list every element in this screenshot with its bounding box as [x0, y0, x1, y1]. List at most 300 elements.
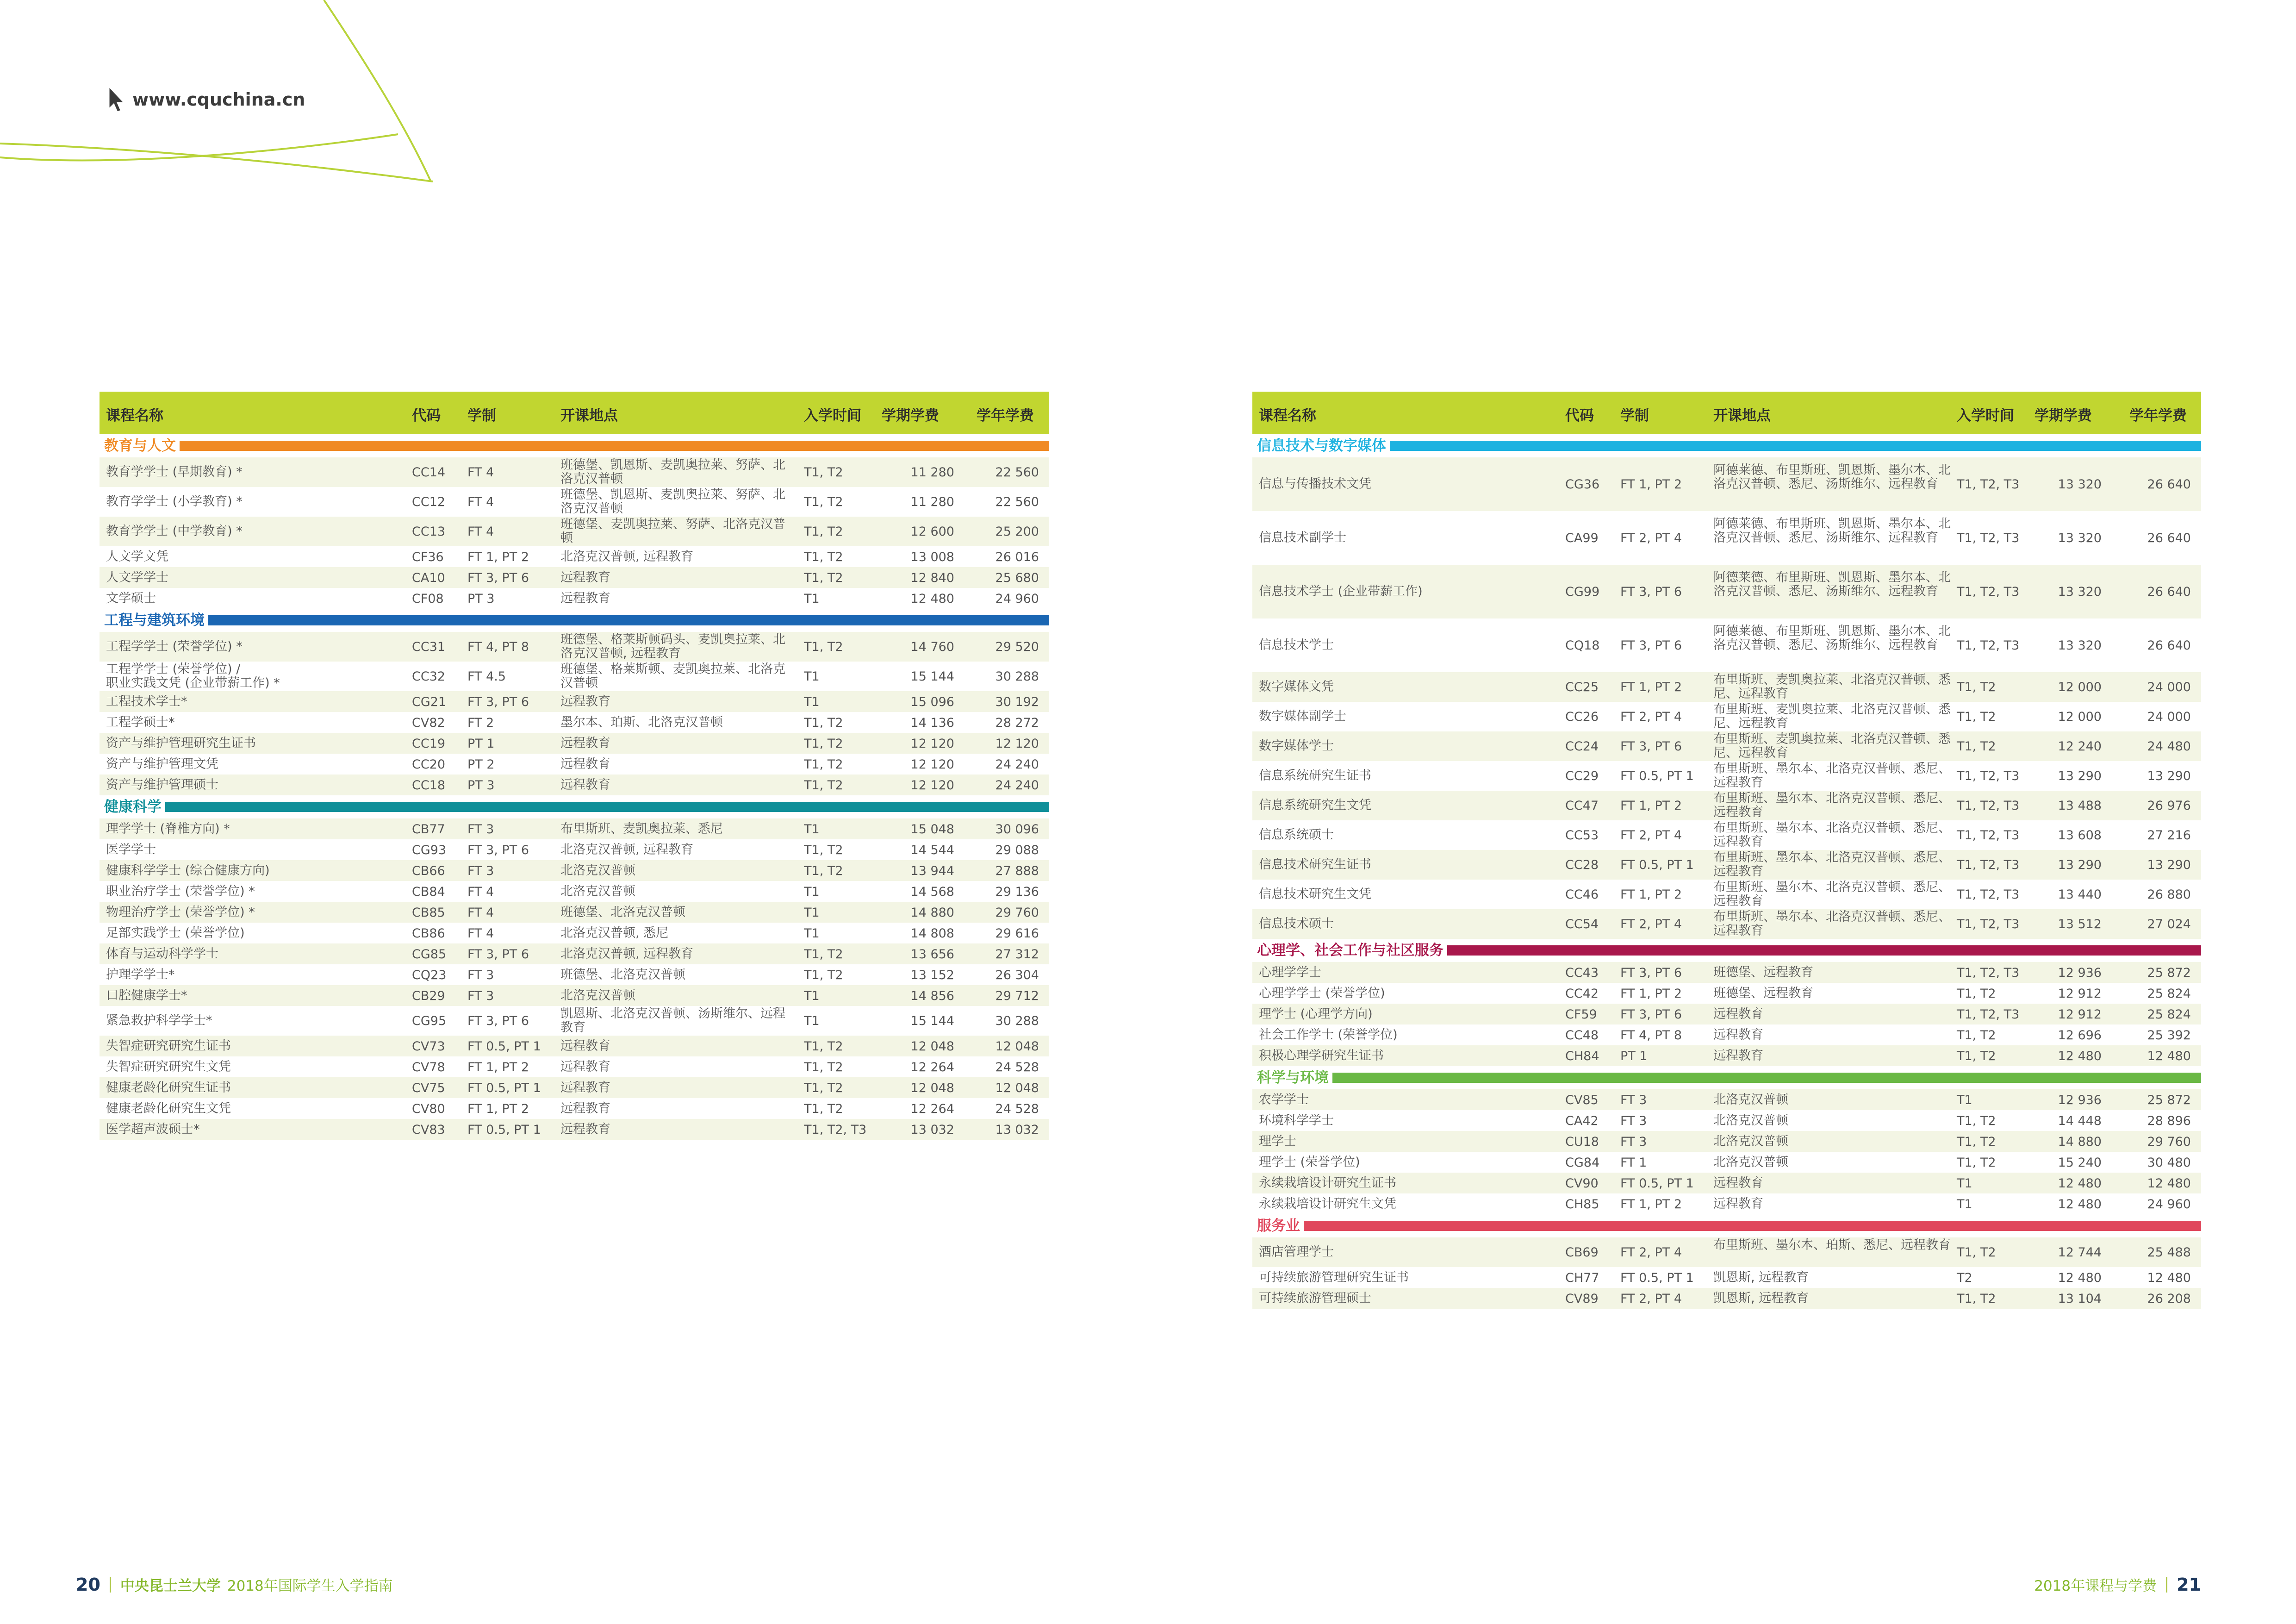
cell-term: T1, T2 — [804, 495, 843, 509]
cell-name: 失智症研究研究生证书 — [106, 1038, 231, 1053]
cell-sem: 15 096 — [910, 694, 954, 709]
cell-code: CC48 — [1565, 1028, 1599, 1043]
cell-year: 29 712 — [995, 988, 1039, 1003]
cell-term: T1, T2 — [1957, 986, 1996, 1001]
cell-name: 理学士 (心理学方向) — [1259, 1006, 1373, 1021]
cell-loc: 布里斯班、墨尔本、北洛克汉普顿、悉尼、远程教育 — [1713, 880, 1951, 908]
cell-year: 27 024 — [2147, 917, 2191, 931]
cell-sem: 13 440 — [2058, 887, 2102, 902]
cell-code: CH85 — [1565, 1197, 1599, 1212]
cell-loc: 北洛克汉普顿, 远程教育 — [560, 842, 694, 857]
cell-name: 健康老龄化研究生文凭 — [106, 1101, 231, 1116]
table-row — [1252, 1237, 2201, 1267]
cell-year: 24 528 — [995, 1101, 1039, 1116]
cell-mode: FT 0.5, PT 1 — [1620, 858, 1694, 872]
cell-year: 25 872 — [2147, 965, 2191, 980]
cell-loc: 阿德莱德、布里斯班、凯恩斯、墨尔本、北洛克汉普顿、悉尼、汤斯维尔、远程教育 — [1713, 517, 1951, 545]
column-header: 学期学费 — [2035, 407, 2092, 424]
section-title: 教育与人文 — [100, 436, 180, 456]
cell-name: 工程技术学士* — [106, 694, 187, 709]
cell-mode: PT 3 — [467, 591, 495, 606]
table-header — [1252, 392, 2201, 434]
column-header: 学年学费 — [977, 407, 1034, 424]
cell-sem: 14 856 — [910, 988, 954, 1003]
cell-name: 教育学学士 (小学教育) * — [106, 494, 243, 509]
footer-divider — [110, 1577, 111, 1593]
cell-year: 25 200 — [995, 525, 1039, 539]
cell-year: 25 824 — [2147, 986, 2191, 1001]
cell-loc: 布里斯班、墨尔本、北洛克汉普顿、悉尼、远程教育 — [1713, 762, 1951, 790]
cell-name: 数字媒体学士 — [1259, 739, 1334, 753]
cell-term: T1, T2 — [804, 1081, 843, 1095]
cell-mode: FT 3, PT 6 — [1620, 965, 1682, 980]
cell-name: 信息技术学士 (企业带薪工作) — [1259, 584, 1423, 599]
cell-mode: FT 4 — [467, 884, 494, 899]
cell-loc: 远程教育 — [560, 694, 610, 709]
section-bar — [1390, 441, 2201, 451]
cell-sem: 14 136 — [910, 715, 954, 730]
cell-term: T1, T2 — [804, 525, 843, 539]
footer-left — [76, 1574, 393, 1595]
url-text: www.cquchina.cn — [132, 89, 305, 110]
cell-loc: 凯恩斯, 远程教育 — [1713, 1291, 1809, 1305]
cell-sem: 11 280 — [910, 495, 954, 509]
cell-sem: 12 120 — [910, 736, 954, 751]
cell-name: 教育学学士 (早期教育) * — [106, 465, 243, 479]
cell-term: T1, T2 — [804, 1060, 843, 1074]
cell-name: 工程学硕士* — [106, 715, 175, 730]
cell-term: T1 — [804, 905, 820, 920]
section-bar — [1447, 945, 2201, 956]
cell-mode: FT 1, PT 2 — [467, 1060, 529, 1074]
table-row — [100, 775, 1049, 795]
cell-name: 文学硕士 — [106, 591, 156, 606]
cell-term: T1, T2, T3 — [1957, 799, 2020, 813]
cell-term: T1, T2 — [804, 968, 843, 982]
section-bar — [1332, 1073, 2201, 1083]
table-row — [100, 860, 1049, 881]
cell-year: 12 048 — [995, 1039, 1039, 1054]
cell-loc: 远程教育 — [560, 756, 610, 771]
cell-loc: 远程教育 — [560, 591, 610, 606]
cell-sem: 12 120 — [910, 778, 954, 793]
cell-sem: 12 480 — [2058, 1270, 2102, 1285]
cell-name: 人文学学士 — [106, 570, 168, 585]
cell-term: T1, T2 — [1957, 739, 1996, 754]
cell-year: 13 290 — [2147, 858, 2191, 872]
cell-mode: FT 4, PT 8 — [467, 640, 529, 654]
cell-term: T1, T2, T3 — [1957, 965, 2020, 980]
cell-mode: FT 2, PT 4 — [1620, 1291, 1682, 1306]
cell-code: CF36 — [412, 550, 444, 564]
cell-sem: 15 144 — [910, 669, 954, 684]
cell-sem: 14 880 — [910, 905, 954, 920]
table-row — [100, 1036, 1049, 1056]
cell-year: 26 976 — [2147, 799, 2191, 813]
cell-year: 22 560 — [995, 495, 1039, 509]
cell-name: 心理学学士 (荣誉学位) — [1259, 986, 1385, 1000]
cell-name: 理学士 (荣誉学位) — [1259, 1155, 1360, 1169]
cell-loc: 班德堡、远程教育 — [1713, 965, 1813, 980]
section-header — [1252, 1066, 2201, 1089]
cell-year: 25 824 — [2147, 1007, 2191, 1022]
table-row — [100, 632, 1049, 662]
cell-year: 22 560 — [995, 465, 1039, 480]
cell-sem: 11 280 — [910, 465, 954, 480]
column-header: 学期学费 — [882, 407, 939, 424]
cell-mode: FT 1, PT 2 — [1620, 680, 1682, 694]
cell-mode: FT 4, PT 8 — [1620, 1028, 1682, 1043]
cell-mode: FT 3 — [1620, 1134, 1647, 1149]
cell-term: T1, T2 — [1957, 1291, 1996, 1306]
section-bar — [1304, 1221, 2201, 1231]
cell-mode: FT 3, PT 6 — [1620, 1007, 1682, 1022]
cell-name: 物理治疗学士 (荣誉学位) * — [106, 905, 255, 919]
cell-sem: 12 264 — [910, 1101, 954, 1116]
page-number-left: 20 — [76, 1574, 100, 1595]
cell-term: T1, T2, T3 — [1957, 477, 2020, 492]
cell-code: CC14 — [412, 465, 446, 480]
section-bar — [165, 802, 1049, 812]
cell-mode: FT 2 — [467, 715, 494, 730]
cell-mode: FT 4 — [467, 465, 494, 480]
cell-code: CC24 — [1565, 739, 1599, 754]
table-row — [100, 818, 1049, 839]
cell-code: CQ23 — [412, 968, 447, 982]
table-row — [100, 1006, 1049, 1036]
cell-sem: 12 000 — [2058, 710, 2102, 724]
cell-term: T1, T2, T3 — [1957, 531, 2020, 545]
cell-loc: 墨尔本、珀斯、北洛克汉普顿 — [560, 715, 723, 730]
cell-mode: PT 1 — [467, 736, 495, 751]
table-row — [1252, 731, 2201, 761]
table-row — [1252, 1004, 2201, 1024]
cell-code: CV90 — [1565, 1176, 1599, 1191]
cell-code: CC19 — [412, 736, 446, 751]
section-title: 心理学、社会工作与社区服务 — [1252, 940, 1447, 961]
cell-code: CC20 — [412, 757, 446, 772]
cell-mode: PT 1 — [1620, 1049, 1648, 1063]
cell-mode: FT 1, PT 2 — [1620, 986, 1682, 1001]
cell-loc: 远程教育 — [1713, 1027, 1763, 1042]
cell-mode: FT 3, PT 6 — [1620, 585, 1682, 599]
cell-term: T1 — [804, 988, 820, 1003]
cell-name: 信息技术硕士 — [1259, 917, 1334, 931]
cell-loc: 布里斯班、墨尔本、北洛克汉普顿、悉尼、远程教育 — [1713, 910, 1951, 938]
table-row — [1252, 1173, 2201, 1193]
cell-loc: 班德堡、北洛克汉普顿 — [560, 905, 685, 919]
table-row — [1252, 672, 2201, 702]
cell-name: 资产与维护管理硕士 — [106, 777, 218, 792]
cell-loc: 布里斯班、麦凯奥拉莱、北洛克汉普顿、悉尼、远程教育 — [1713, 732, 1951, 760]
cell-mode: FT 3 — [467, 863, 494, 878]
cell-term: T1 — [804, 1014, 820, 1028]
cell-year: 24 528 — [995, 1060, 1039, 1074]
cell-term: T1, T2, T3 — [804, 1122, 867, 1137]
cell-year: 26 208 — [2147, 1291, 2191, 1306]
cell-mode: FT 1 — [1620, 1155, 1647, 1170]
cell-name: 信息系统研究生证书 — [1259, 768, 1371, 783]
cell-sem: 12 840 — [910, 570, 954, 585]
cell-term: T2 — [1957, 1270, 1972, 1285]
cell-year: 26 304 — [995, 968, 1039, 982]
cell-name: 理学学士 (脊椎方向) * — [106, 821, 230, 836]
section-bar — [180, 441, 1049, 451]
cell-name: 足部实践学士 (荣誉学位) — [106, 925, 245, 940]
cell-sem: 14 760 — [910, 640, 954, 654]
cell-sem: 13 152 — [910, 968, 954, 982]
table-row — [100, 567, 1049, 588]
cell-year: 27 888 — [995, 863, 1039, 878]
cell-sem: 14 568 — [910, 884, 954, 899]
cell-term: T1, T2 — [804, 736, 843, 751]
cell-sem: 12 048 — [910, 1081, 954, 1095]
cell-code: CC42 — [1565, 986, 1599, 1001]
cell-code: CB29 — [412, 988, 445, 1003]
cell-sem: 13 512 — [2058, 917, 2102, 931]
cell-mode: FT 2, PT 4 — [1620, 531, 1682, 545]
cell-term: T1 — [804, 591, 820, 606]
cell-year: 27 216 — [2147, 828, 2191, 843]
table-row — [100, 733, 1049, 754]
cell-mode: FT 3, PT 6 — [1620, 739, 1682, 754]
cell-name: 职业治疗学士 (荣誉学位) * — [106, 884, 255, 899]
cell-term: T1, T2, T3 — [1957, 917, 2020, 931]
cell-name: 失智症研究研究生文凭 — [106, 1059, 231, 1074]
cell-loc: 班德堡、格莱斯顿、麦凯奥拉莱、北洛克汉普顿 — [560, 662, 785, 690]
cell-code: CG99 — [1565, 585, 1600, 599]
cell-loc: 远程教育 — [560, 777, 610, 792]
cell-year: 25 872 — [2147, 1093, 2191, 1107]
table-row — [100, 487, 1049, 517]
cell-code: CC13 — [412, 525, 446, 539]
cell-term: T1 — [804, 822, 820, 837]
cell-mode: FT 2, PT 4 — [1620, 710, 1682, 724]
course-table-right — [1252, 392, 2201, 1309]
table-row — [1252, 1131, 2201, 1152]
website-url[interactable] — [107, 86, 305, 113]
table-row — [1252, 1288, 2201, 1309]
cell-name: 信息系统研究生文凭 — [1259, 798, 1371, 812]
cell-name: 可持续旅游管理硕士 — [1259, 1291, 1371, 1305]
cell-code: CC53 — [1565, 828, 1599, 843]
cell-loc: 班德堡、远程教育 — [1713, 986, 1813, 1000]
table-row — [100, 712, 1049, 733]
cell-term: T1, T2 — [804, 1101, 843, 1116]
cell-name: 信息系统硕士 — [1259, 828, 1334, 842]
cell-code: CC46 — [1565, 887, 1599, 902]
cell-loc: 远程教育 — [560, 1038, 610, 1053]
cell-loc: 北洛克汉普顿 — [1713, 1092, 1788, 1107]
cell-code: CB85 — [412, 905, 445, 920]
cell-name: 健康老龄化研究生证书 — [106, 1080, 231, 1095]
cell-name: 口腔健康学士* — [106, 988, 187, 1003]
table-row — [100, 457, 1049, 487]
table-row — [1252, 702, 2201, 731]
cell-term: T1, T2, T3 — [1957, 638, 2020, 653]
table-row — [1252, 1110, 2201, 1131]
cell-year: 30 480 — [2147, 1155, 2191, 1170]
table-row — [1252, 962, 2201, 983]
cell-code: CG84 — [1565, 1155, 1600, 1170]
cell-year: 24 960 — [2147, 1197, 2191, 1212]
column-header: 课程名称 — [1259, 407, 1316, 424]
cell-code: CA99 — [1565, 531, 1599, 545]
cell-sem: 13 488 — [2058, 799, 2102, 813]
cell-year: 30 288 — [995, 1014, 1039, 1028]
cell-term: T1, T2 — [1957, 1113, 1996, 1128]
cell-code: CC26 — [1565, 710, 1599, 724]
table-row — [100, 662, 1049, 691]
section-header — [100, 609, 1049, 632]
cell-name: 数字媒体文凭 — [1259, 680, 1334, 694]
cell-loc: 远程教育 — [560, 1101, 610, 1116]
cell-mode: FT 3, PT 6 — [467, 1014, 529, 1028]
cell-mode: FT 4 — [467, 905, 494, 920]
cell-mode: FT 1, PT 2 — [467, 550, 529, 564]
cell-loc: 北洛克汉普顿, 远程教育 — [560, 946, 694, 961]
cell-term: T1, T2, T3 — [1957, 585, 2020, 599]
cell-mode: PT 3 — [467, 778, 495, 793]
cell-year: 29 520 — [995, 640, 1039, 654]
cell-year: 29 136 — [995, 884, 1039, 899]
page-number-right: 21 — [2177, 1574, 2201, 1595]
cell-term: T1 — [804, 926, 820, 941]
table-row — [1252, 1024, 2201, 1045]
cell-mode: FT 0.5, PT 1 — [1620, 1176, 1694, 1191]
cell-code: CV89 — [1565, 1291, 1599, 1306]
cell-mode: FT 2, PT 4 — [1620, 917, 1682, 931]
cell-name: 医学学士 — [106, 842, 156, 857]
footer-left-text: 2018年国际学生入学指南 — [227, 1578, 393, 1594]
cell-year: 24 480 — [2147, 739, 2191, 754]
table-row — [100, 902, 1049, 923]
cell-year: 29 088 — [995, 843, 1039, 857]
cell-loc: 远程教育 — [1713, 1006, 1763, 1021]
table-row — [100, 1098, 1049, 1119]
column-header: 代码 — [1565, 407, 1594, 424]
cell-sem: 12 696 — [2058, 1028, 2102, 1043]
cell-name: 信息技术学士 — [1259, 638, 1334, 652]
cell-code: CC12 — [412, 495, 446, 509]
cell-sem: 15 048 — [910, 822, 954, 837]
column-header: 学制 — [467, 407, 496, 424]
cell-name: 积极心理学研究生证书 — [1259, 1048, 1384, 1063]
cell-mode: FT 1, PT 2 — [1620, 477, 1682, 492]
cell-mode: FT 0.5, PT 1 — [467, 1081, 541, 1095]
cell-loc: 班德堡、北洛克汉普顿 — [560, 967, 685, 982]
cell-name: 酒店管理学士 — [1259, 1245, 1334, 1259]
table-row — [100, 546, 1049, 567]
cell-sem: 14 880 — [2058, 1134, 2102, 1149]
cell-name: 体育与运动科学学士 — [106, 946, 218, 961]
cell-loc: 布里斯班、墨尔本、北洛克汉普顿、悉尼、远程教育 — [1713, 791, 1951, 819]
table-row — [1252, 618, 2201, 672]
cell-year: 26 640 — [2147, 531, 2191, 545]
table-row — [1252, 457, 2201, 511]
cell-name: 健康科学学士 (综合健康方向) — [106, 863, 270, 878]
cell-mode: FT 3, PT 6 — [467, 947, 529, 962]
cell-sem: 13 608 — [2058, 828, 2102, 843]
cell-term: T1, T2 — [1957, 1028, 1996, 1043]
cell-term: T1, T2 — [1957, 1155, 1996, 1170]
cell-code: CV85 — [1565, 1093, 1599, 1107]
cell-sem: 13 290 — [2058, 769, 2102, 783]
cell-mode: FT 1, PT 2 — [1620, 1197, 1682, 1212]
cell-sem: 13 944 — [910, 863, 954, 878]
cell-year: 29 616 — [995, 926, 1039, 941]
table-row — [100, 517, 1049, 546]
cell-code: CC29 — [1565, 769, 1599, 783]
section-title: 健康科学 — [100, 797, 165, 817]
cell-year: 24 000 — [2147, 680, 2191, 694]
cell-sem: 13 656 — [910, 947, 954, 962]
cell-mode: FT 1, PT 2 — [467, 1101, 529, 1116]
cell-code: CA42 — [1565, 1113, 1599, 1128]
cell-mode: FT 3 — [467, 968, 494, 982]
cell-name: 资产与维护管理文凭 — [106, 756, 218, 771]
cell-code: CV82 — [412, 715, 445, 730]
cell-mode: FT 2, PT 4 — [1620, 1245, 1682, 1260]
cell-sem: 15 240 — [2058, 1155, 2102, 1170]
cell-term: T1, T2 — [804, 947, 843, 962]
cell-name: 数字媒体副学士 — [1259, 709, 1346, 724]
cell-name: 农学学士 — [1259, 1092, 1309, 1107]
cell-term: T1, T2, T3 — [1957, 828, 2020, 843]
cell-year: 26 640 — [2147, 585, 2191, 599]
cell-loc: 北洛克汉普顿, 悉尼 — [560, 925, 669, 940]
cell-sem: 13 104 — [2058, 1291, 2102, 1306]
cell-year: 25 680 — [995, 570, 1039, 585]
section-title: 服务业 — [1252, 1216, 1304, 1236]
cell-mode: FT 2, PT 4 — [1620, 828, 1682, 843]
section-title: 工程与建筑环境 — [100, 610, 208, 631]
cell-code: CB77 — [412, 822, 445, 837]
column-header: 入学时间 — [1957, 407, 2014, 424]
cell-year: 13 290 — [2147, 769, 2191, 783]
cell-year: 12 480 — [2147, 1270, 2191, 1285]
cell-code: CV75 — [412, 1081, 445, 1095]
cell-name: 可持续旅游管理研究生证书 — [1259, 1270, 1409, 1285]
cell-sem: 12 912 — [2058, 1007, 2102, 1022]
table-row — [1252, 1152, 2201, 1173]
cell-name: 工程学学士 (荣誉学位) * — [106, 639, 243, 654]
cell-code: CG85 — [412, 947, 447, 962]
table-row — [100, 754, 1049, 775]
cell-name: 永续栽培设计研究生证书 — [1259, 1175, 1396, 1190]
cell-loc: 布里斯班、墨尔本、北洛克汉普顿、悉尼、远程教育 — [1713, 821, 1951, 849]
cell-code: CH84 — [1565, 1049, 1599, 1063]
table-row — [100, 923, 1049, 943]
section-header — [100, 434, 1049, 457]
cell-mode: FT 4.5 — [467, 669, 506, 684]
cell-loc: 远程教育 — [1713, 1175, 1763, 1190]
cell-loc: 布里斯班、墨尔本、珀斯、悉尼、远程教育 — [1713, 1238, 1951, 1252]
table-row — [100, 588, 1049, 609]
cell-mode: FT 0.5, PT 1 — [467, 1039, 541, 1054]
cell-loc: 北洛克汉普顿 — [1713, 1113, 1788, 1128]
column-header: 开课地点 — [1713, 407, 1771, 424]
cell-sem: 13 320 — [2058, 638, 2102, 653]
cell-code: CC47 — [1565, 799, 1599, 813]
cell-name: 信息与传播技术文凭 — [1259, 477, 1371, 491]
cell-sem: 12 120 — [910, 757, 954, 772]
table-row — [1252, 880, 2201, 909]
cell-term: T1, T2 — [1957, 1134, 1996, 1149]
cell-code: CB66 — [412, 863, 445, 878]
cell-sem: 12 600 — [910, 525, 954, 539]
cell-year: 25 488 — [2147, 1245, 2191, 1260]
